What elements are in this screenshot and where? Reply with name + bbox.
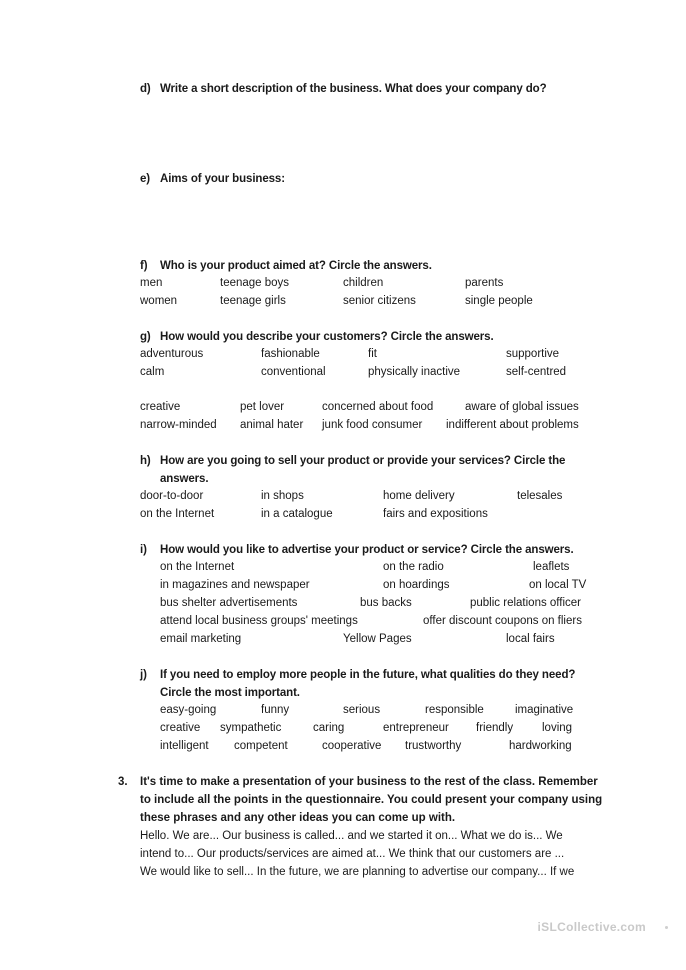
question-d-label: d) (140, 83, 151, 95)
question-j (140, 669, 575, 681)
question-g-text: How would you describe your customers? Circle the answers. (160, 331, 494, 343)
answer-option[interactable]: offer discount coupons on fliers (423, 615, 582, 627)
watermark-dot (665, 926, 668, 929)
question-e (140, 173, 285, 185)
answer-option[interactable]: home delivery (383, 490, 455, 502)
answer-option[interactable]: adventurous (140, 348, 204, 360)
answer-option[interactable]: on local TV (529, 579, 587, 591)
question-g (140, 331, 494, 343)
answer-row (0, 704, 686, 720)
question-e-text: Aims of your business: (160, 173, 285, 185)
question-i-text: How would you like to advertise your product or service? Circle the answers. (160, 544, 574, 556)
answer-option[interactable]: on the Internet (140, 508, 215, 520)
answer-row (0, 615, 686, 631)
answer-row (0, 597, 686, 613)
question-h-text-line2: answers. (160, 473, 209, 485)
answer-option[interactable]: creative (140, 401, 181, 413)
answer-option[interactable]: bus backs (360, 597, 412, 609)
answer-option[interactable]: email marketing (160, 633, 242, 645)
answer-option[interactable]: animal hater (240, 419, 304, 431)
answer-option[interactable]: in shops (261, 490, 304, 502)
task-3-text-line: Hello. We are... Our business is called... and we started it on... What we do is... We (140, 830, 563, 842)
answer-option[interactable]: attend local business groups' meetings (160, 615, 358, 627)
answer-option[interactable]: funny (261, 704, 290, 716)
answer-option[interactable]: conventional (261, 366, 326, 378)
answer-option[interactable]: local fairs (506, 633, 555, 645)
answer-option[interactable]: bus shelter advertisements (160, 597, 298, 609)
answer-option[interactable]: trustworthy (405, 740, 462, 752)
question-f-text: Who is your product aimed at? Circle the answers. (160, 260, 432, 272)
answer-option[interactable]: fit (368, 348, 377, 360)
answer-row (0, 508, 686, 524)
answer-row (0, 277, 686, 293)
question-h (140, 455, 565, 467)
answer-option[interactable]: fairs and expositions (383, 508, 488, 520)
answer-option[interactable]: entrepreneur (383, 722, 449, 734)
watermark: iSLCollective.com (537, 920, 646, 934)
answer-option[interactable]: teenage boys (220, 277, 290, 289)
answer-option[interactable]: hardworking (509, 740, 572, 752)
question-f (140, 260, 432, 272)
answer-option[interactable]: loving (542, 722, 573, 734)
task-3-number: 3. (118, 776, 128, 788)
question-h-line2 (160, 473, 208, 485)
answer-option[interactable]: calm (140, 366, 165, 378)
answer-option[interactable]: self-centred (506, 366, 567, 378)
answer-option[interactable]: single people (465, 295, 533, 307)
answer-option[interactable]: caring (313, 722, 345, 734)
answer-option[interactable]: concerned about food (322, 401, 434, 413)
answer-row (0, 401, 686, 417)
question-i (140, 544, 574, 556)
answer-option[interactable]: narrow-minded (140, 419, 217, 431)
task-3-text-line: We would like to sell... In the future, we are planning to advertise our company... If we (140, 866, 575, 878)
answer-row (0, 490, 686, 506)
question-j-text-line2: Circle the most important. (160, 687, 300, 699)
answer-row (0, 295, 686, 311)
question-i-label: i) (140, 544, 147, 556)
answer-option[interactable]: on the radio (383, 561, 444, 573)
question-j-label: j) (140, 669, 147, 681)
task-3-bold-line: these phrases and any other ideas you can come up with. (140, 812, 456, 824)
question-h-label: h) (140, 455, 151, 467)
answer-option[interactable]: junk food consumer (322, 419, 423, 431)
answer-option[interactable]: physically inactive (368, 366, 461, 378)
answer-option[interactable]: parents (465, 277, 504, 289)
answer-option[interactable]: friendly (476, 722, 514, 734)
answer-option[interactable]: fashionable (261, 348, 320, 360)
answer-option[interactable]: men (140, 277, 163, 289)
task-3-bold-line: to include all the points in the questionnaire. You could present your company using (140, 794, 603, 806)
question-g-label: g) (140, 331, 151, 343)
answer-row (0, 633, 686, 649)
answer-option[interactable]: women (140, 295, 178, 307)
question-d (140, 83, 547, 95)
answer-option[interactable]: pet lover (240, 401, 285, 413)
answer-row (0, 722, 686, 738)
answer-option[interactable]: Yellow Pages (343, 633, 412, 645)
task-3-bold-line: It's time to make a presentation of your business to the rest of the class. Remember (140, 776, 598, 788)
answer-option[interactable]: leaflets (533, 561, 570, 573)
answer-option[interactable]: children (343, 277, 384, 289)
answer-option[interactable]: in a catalogue (261, 508, 333, 520)
answer-option[interactable]: indifferent about problems (446, 419, 579, 431)
answer-option[interactable]: on the Internet (160, 561, 235, 573)
answer-option[interactable]: creative (160, 722, 201, 734)
answer-option[interactable]: competent (234, 740, 288, 752)
answer-row (0, 579, 686, 595)
answer-option[interactable]: serious (343, 704, 381, 716)
answer-row (0, 366, 686, 382)
answer-option[interactable]: public relations officer (470, 597, 582, 609)
question-h-text-line1: How are you going to sell your product or provide your services? Circle the (160, 455, 566, 467)
answer-option[interactable]: on hoardings (383, 579, 450, 591)
answer-option[interactable]: telesales (517, 490, 563, 502)
question-e-label: e) (140, 173, 151, 185)
answer-option[interactable]: teenage girls (220, 295, 286, 307)
answer-row (0, 561, 686, 577)
question-f-label: f) (140, 260, 148, 272)
answer-option[interactable]: imaginative (515, 704, 574, 716)
answer-row (0, 740, 686, 756)
answer-option[interactable]: in magazines and newspaper (160, 579, 310, 591)
answer-option[interactable]: sympathetic (220, 722, 282, 734)
answer-option[interactable]: responsible (425, 704, 484, 716)
question-j-line2 (160, 687, 300, 699)
answer-option[interactable]: easy-going (160, 704, 217, 716)
answer-option[interactable]: senior citizens (343, 295, 416, 307)
answer-row (0, 419, 686, 435)
answer-option[interactable]: supportive (506, 348, 560, 360)
answer-option[interactable]: cooperative (322, 740, 382, 752)
task-3-text-line: intend to... Our products/services are aimed at... We think that our customers are ... (140, 848, 565, 860)
answer-option[interactable]: door-to-door (140, 490, 204, 502)
answer-option[interactable]: aware of global issues (465, 401, 579, 413)
question-d-text: Write a short description of the business. What does your company do? (160, 83, 547, 95)
answer-option[interactable]: intelligent (160, 740, 209, 752)
answer-row (0, 348, 686, 364)
question-j-text-line1: If you need to employ more people in the future, what qualities do they need? (160, 669, 576, 681)
